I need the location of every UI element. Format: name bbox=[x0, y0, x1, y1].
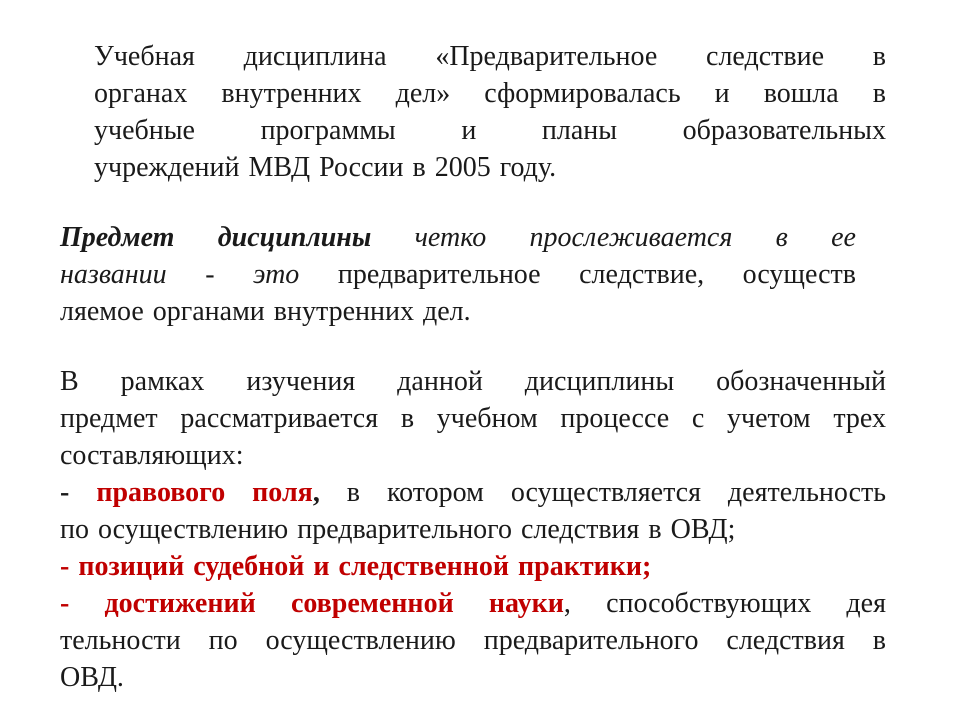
component-item-legal-field bbox=[60, 474, 886, 511]
component-item-science bbox=[60, 585, 886, 622]
plain-text: , способствующих дея bbox=[563, 588, 886, 619]
highlight-legal-field: правового поля bbox=[96, 477, 313, 508]
plain-text: предварительное следствие, осуществ bbox=[337, 259, 857, 290]
text-line bbox=[60, 219, 856, 256]
text-line: В рамках изучения данной дисциплины обозначенный bbox=[60, 366, 886, 397]
italic-text: четко прослеживается в ее bbox=[414, 222, 856, 253]
paragraph-discipline-history bbox=[94, 38, 886, 186]
text-line: предмет рассматривается в учебном процессе с учетом трех bbox=[60, 403, 886, 434]
text-line: Учебная дисциплина «Предварительное следствие в bbox=[94, 41, 886, 72]
paragraph-discipline-subject bbox=[60, 219, 856, 330]
subject-term: Предмет дисциплины bbox=[60, 222, 372, 253]
component-item-practice: - позиций судебной и следственной практики; bbox=[60, 551, 652, 582]
item-comma: , bbox=[312, 477, 320, 508]
text-line: ОВД. bbox=[60, 662, 124, 693]
plain-text: в котором осуществляется деятельность bbox=[319, 477, 887, 508]
highlight-science: - достижений современной науки bbox=[60, 588, 564, 619]
text-line: учреждений МВД России в 2005 году. bbox=[94, 152, 557, 183]
italic-text: названии - это bbox=[60, 259, 300, 290]
text-line bbox=[60, 256, 856, 293]
text-line: учебные программы и планы образовательных bbox=[94, 115, 886, 146]
text-line: ляемое органами внутренних дел. bbox=[60, 296, 471, 327]
paragraph-subject-components bbox=[60, 363, 886, 696]
text-line: составляющих: bbox=[60, 440, 244, 471]
text-line: тельности по осуществлению предварительного следствия в bbox=[60, 625, 886, 656]
text-line: по осуществлению предварительного следствия в ОВД; bbox=[60, 514, 736, 545]
item-dash: - bbox=[60, 477, 97, 508]
text-line: органах внутренних дел» сформировалась и вошла в bbox=[94, 78, 886, 109]
